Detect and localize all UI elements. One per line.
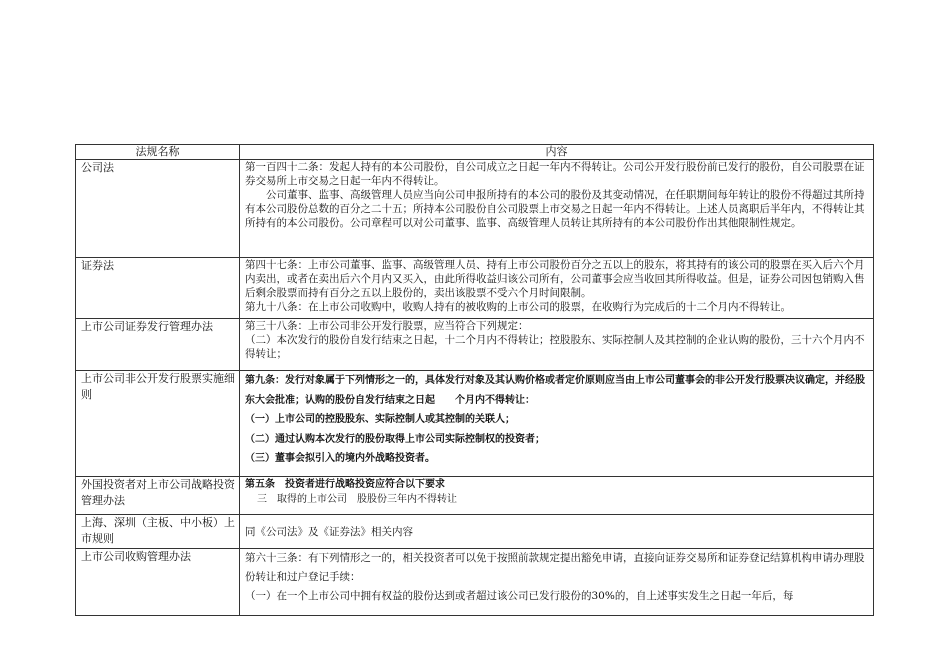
regulation-content (240, 319, 874, 371)
content-paragraph: 第三十八条：上市公司非公开发行股票，应当符合下列规定： (245, 320, 529, 332)
content-paragraph: 同《公司法》及《证券法》相关内容 (245, 525, 413, 538)
header-regulation-name: 法规名称 (76, 145, 240, 160)
regulation-content (240, 371, 874, 477)
regulation-name: 证券法 (76, 258, 240, 319)
regulation-content (240, 477, 874, 515)
table-row (76, 160, 874, 258)
table-row (76, 515, 874, 549)
content-paragraph: （二）本次发行的股份自发行结束之日起，十二个月内不得转让；控股股东、实际控制人及其控制的企业认购的股份，三十六个月内不得转让； (245, 334, 865, 360)
content-paragraph: （一）在一个上市公司中拥有权益的股份达到或者超过该公司已发行股份的30%的，自上述事实发生之日起一年后，每 (245, 590, 794, 602)
content-paragraph: （二）通过认购本次发行的股份取得上市公司实际控制权的投资者； (245, 433, 545, 445)
content-paragraph: 第六十三条：有下列情形之一的，相关投资者可以免于按照前款规定提出豁免申请，直接向证券交易所和证券登记结算机构申请办理股份转让和过户登记手续： (245, 552, 865, 583)
regulation-content (240, 258, 874, 319)
regulations-table (75, 144, 874, 616)
table-row (76, 371, 874, 477)
table-row (76, 549, 874, 616)
content-paragraph: 三 取得的上市公司 股股份三年内不得转让 (257, 494, 457, 505)
table-row (76, 319, 874, 371)
content-paragraph: 第九十八条：在上市公司收购中，收购人持有的被收购的上市公司的股票，在收购行为完成后的十二个月内不得转让。 (245, 301, 791, 313)
regulation-name: 上市公司非公开发行股票实施细则 (76, 371, 240, 477)
regulation-name: 外国投资者对上市公司战略投资管理办法 (76, 477, 240, 515)
table-row (76, 258, 874, 319)
content-paragraph: （一）上市公司的控股股东、实际控制人或其控制的关联人； (245, 414, 515, 425)
table-header-row (76, 145, 874, 160)
content-paragraph: 第五条 投资者进行战略投资应符合以下要求 (245, 479, 445, 490)
regulation-name: 上市公司证券发行管理办法 (76, 319, 240, 371)
content-paragraph: （三）董事会拟引入的境内外战略投资者。 (245, 453, 435, 464)
regulation-name: 上海、深圳（主板、中小板）上市规则 (76, 515, 240, 549)
content-paragraph: 第四十七条：上市公司董事、监事、高级管理人员、持有上市公司股份百分之五以上的股东，将其持有的该公司的股票在买入后六个月内卖出，或者在卖出后六个月内又买入，由此所得收益归该公司所有，公司董事会应当收回其所得收益。但是，证券公司因包销购入售后剩余股票而持有百分之五以上股份的，卖出该股票不受六个月时间限制。 (245, 259, 865, 299)
regulation-name: 公司法 (76, 160, 240, 258)
table-row (76, 477, 874, 515)
content-paragraph: 公司董事、监事、高级管理人员应当向公司申报所持有的本公司的股份及其变动情况，在任职期间每年转让的股份不得超过其所持有本公司股份总数的百分之二十五；所持本公司股份自公司股票上市交易之日起一年内不得转让。上述人员离职后半年内，不得转让其所持有的本公司股份。公司章程可以对公司董事、监事、高级管理人员转让其所持有的本公司股份作出其他限制性规定。 (245, 189, 865, 229)
regulation-name: 上市公司收购管理办法 (76, 549, 240, 616)
header-content: 内容 (240, 145, 874, 160)
content-paragraph: 第九条：发行对象属于下列情形之一的，具体发行对象及其认购价格或者定价原则应当由上市公司董事会的非公开发行股票决议确定，并经股东大会批准；认购的股份自发行结束之日起 个月内不得转让： (245, 375, 865, 406)
content-paragraph: 第一百四十二条：发起人持有的本公司股份，自公司成立之日起一年内不得转让。公司公开发行股份前已发行的股份，自公司股票在证券交易所上市交易之日起一年内不得转让。 (245, 161, 865, 187)
regulation-content (240, 160, 874, 258)
regulation-content (240, 549, 874, 616)
regulation-content (240, 515, 874, 549)
